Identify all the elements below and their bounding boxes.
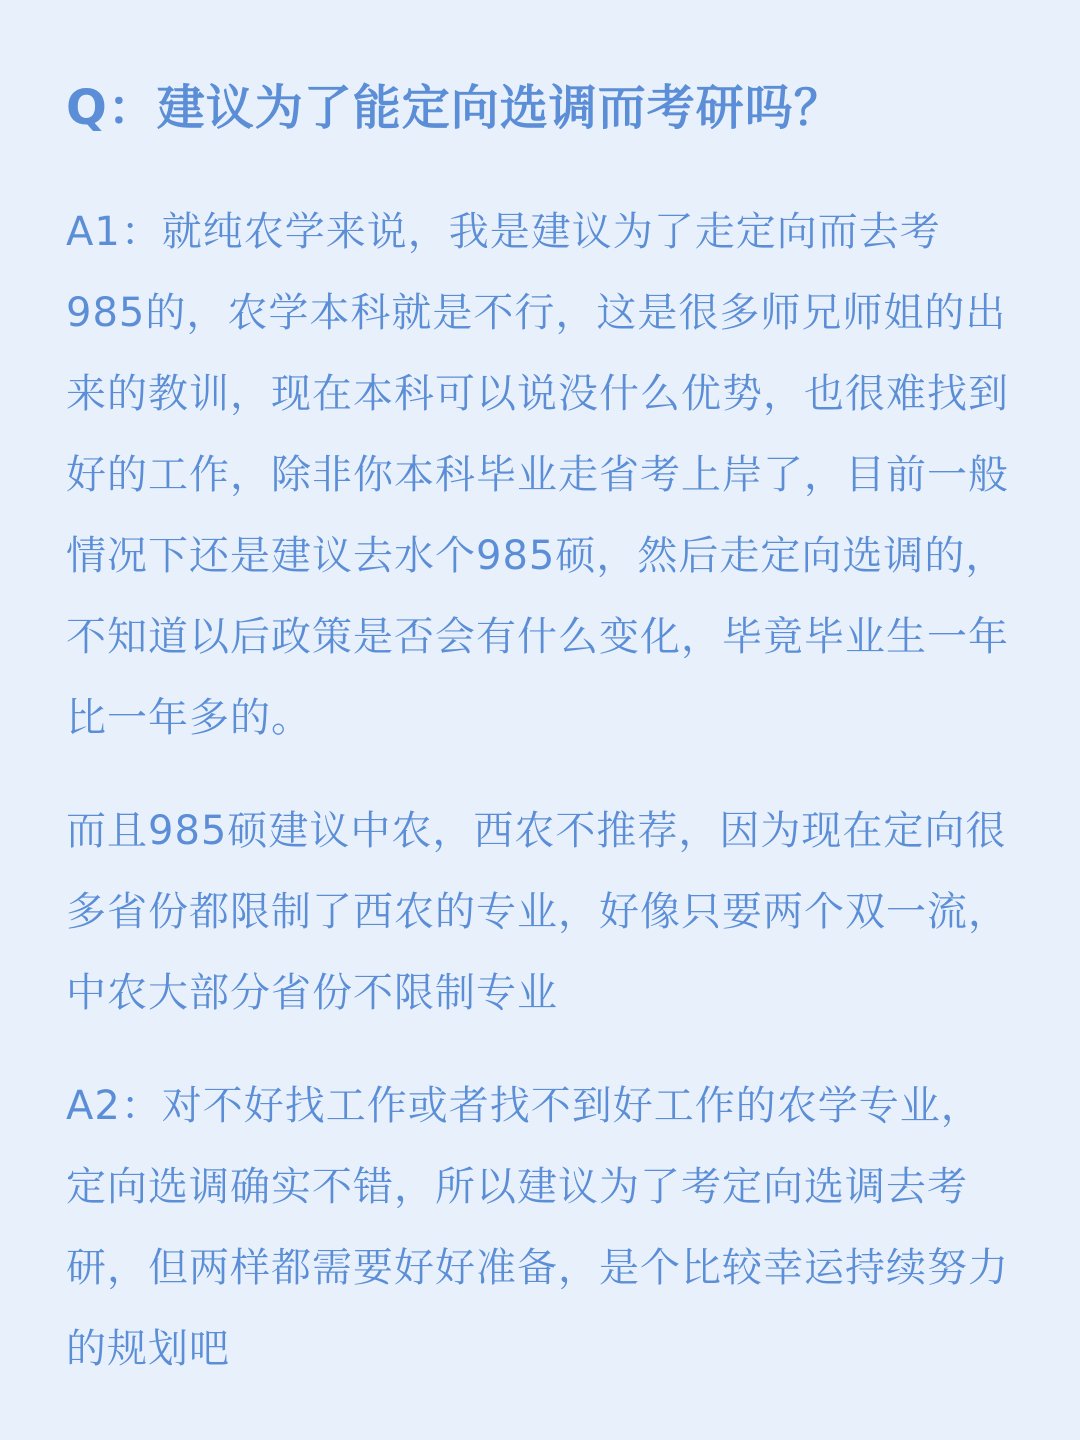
answer-1-paragraph-2: 而且985硕建议中农，西农不推荐，因为现在定向很多省份都限制了西农的专业，好像只要两个双一流，中农大部分省份不限制专业: [66, 808, 1009, 1016]
question-heading: Q：建议为了能定向选调而考研吗？: [66, 80, 843, 136]
answer-2-paragraph-1: A2：对不好找工作或者找不到好工作的农学专业，定向选调确实不错，所以建议为了考定向选调去考研，但两样都需要好好准备，是个比较幸运持续努力的规划吧: [66, 1083, 1009, 1372]
answer-1-paragraph-1: A1：就纯农学来说，我是建议为了走定向而去考985的，农学本科就是不行，这是很多师兄师姐的出来的教训，现在本科可以说没什么优势，也很难找到好的工作，除非你本科毕业走省考上岸了，目前一般情况下还是建议去水个985硕，然后走定向选调的，不知道以后政策是否会有什么变化，毕竟毕业生一年比一年多的。: [66, 209, 1009, 741]
